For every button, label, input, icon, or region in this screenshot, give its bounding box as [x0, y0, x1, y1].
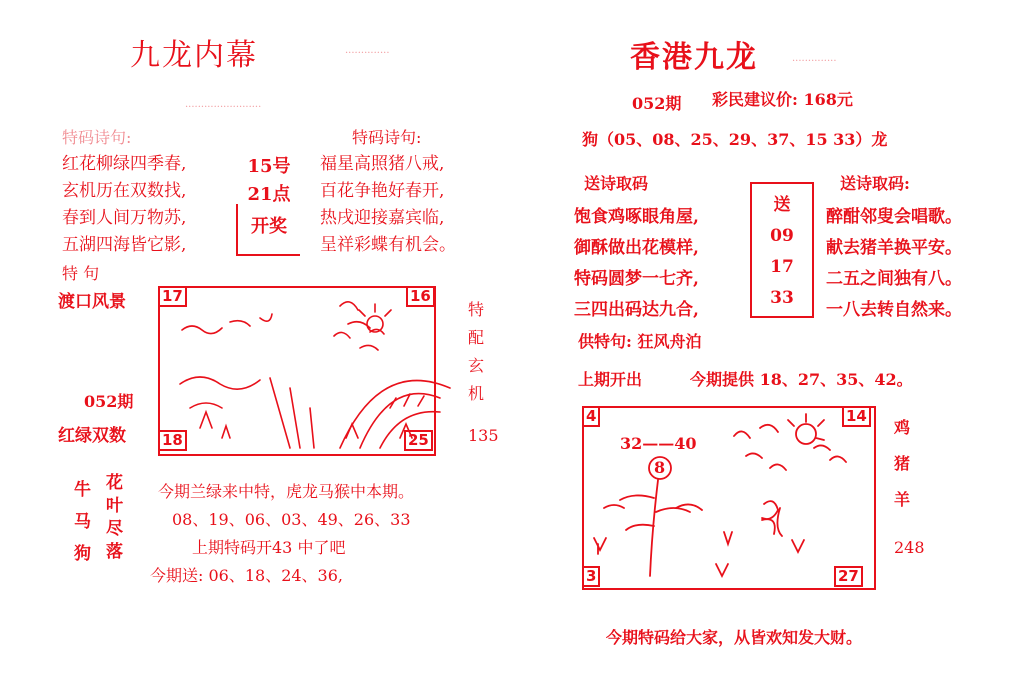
zodiac-col-2: [106, 472, 123, 564]
last-period-label: 上期开出: [578, 370, 643, 389]
side-char: 羊: [894, 490, 911, 509]
corner-number-tr: 14: [842, 406, 871, 427]
poem-line: 百花争艳好春开,: [320, 181, 445, 201]
corner-number-tr: 16: [406, 286, 435, 307]
special-phrase: 渡口风景: [58, 292, 126, 312]
left-line-2: 08、19、06、03、49、26、33: [172, 510, 411, 529]
poem-line: 五湖四海皆它影,: [62, 235, 187, 255]
send-number: 17: [770, 257, 794, 277]
corner-number-br: 27: [834, 566, 863, 587]
left-sketch-drawing: [160, 288, 432, 452]
poem-line: 三四出码达九合,: [574, 300, 699, 320]
right-footer: 今期特码给大家，从皆欢知发大财。: [606, 628, 863, 647]
poem-line: 御酥做出花模样,: [574, 238, 699, 258]
corner-number-bl: 18: [158, 430, 187, 451]
side-char: 猪: [894, 454, 911, 473]
send-number: 33: [770, 288, 794, 308]
poem-line: 春到人间万物苏,: [62, 208, 187, 228]
poem-line: 玄机历在双数找,: [62, 181, 187, 201]
right-side-number: 248: [894, 538, 925, 557]
corner-number-bl: 3: [582, 566, 600, 587]
poem-line: 红花柳绿四季春,: [62, 154, 187, 174]
draw-label: 开奖: [251, 216, 287, 237]
left-issue: 052期: [84, 392, 134, 411]
corner-number-tl: 17: [158, 286, 187, 307]
poem-line: 福星高照猪八戒,: [320, 154, 445, 174]
left-poem-header-right: 特码诗句:: [352, 128, 422, 147]
left-poem-left: [62, 151, 186, 259]
zodiac-char: 马: [74, 512, 91, 532]
send-box-content: [750, 190, 814, 314]
zodiac-col-1: [74, 474, 91, 570]
right-side-vertical: [894, 410, 910, 518]
corner-number-tl: 4: [582, 406, 600, 427]
left-poem-header-left: 特码诗句:: [62, 128, 132, 147]
right-poem-right: [826, 202, 962, 326]
poem-line: 饱食鸡啄眼角屋,: [574, 207, 699, 227]
right-title: 香港九龙: [630, 40, 758, 75]
side-char: 机: [468, 384, 485, 403]
poem-line: 特码圆梦一七齐,: [574, 269, 699, 289]
zodiac-char: 落: [106, 542, 123, 562]
side-char: 特: [468, 300, 485, 319]
right-poem-left: [574, 202, 699, 326]
supply-numbers: 今期提供 18、27、35、42。: [690, 370, 913, 389]
sketch-number-label: 32——40: [620, 434, 697, 453]
poem-line: 献去猪羊换平安。: [826, 238, 962, 258]
draw-time: 21点: [247, 184, 291, 205]
center-box-frame: [236, 204, 300, 256]
red-green-label: 红绿双数: [58, 426, 126, 446]
left-title-faint-text: ··············: [345, 48, 390, 59]
poem-line: 二五之间独有八。: [826, 269, 962, 289]
zodiac-char: 叶: [106, 496, 123, 516]
send-number: 09: [770, 226, 794, 246]
left-side-vertical: [468, 296, 484, 408]
left-subtitle-faint-text: ························: [185, 102, 262, 113]
zodiac-char: 花: [106, 473, 123, 493]
right-poem-header-left: 送诗取码: [584, 174, 649, 193]
sketch-circled-number: 8: [654, 458, 666, 477]
draw-number: 15号: [247, 156, 291, 177]
poem-line: 一八去转自然来。: [826, 300, 962, 320]
right-dog-line: 狗（05、08、25、29、37、15 33）龙: [582, 130, 888, 149]
side-char: 配: [468, 328, 485, 347]
left-poem-right: [320, 151, 456, 259]
special-phrase-label: 特 句: [62, 264, 100, 283]
poem-line: 热戌迎接嘉宾临,: [320, 208, 445, 228]
poem-line: 醉酣邻叟会唱歌。: [826, 207, 962, 227]
left-title: 九龙内幕: [130, 38, 258, 73]
side-char: 玄: [468, 356, 485, 375]
zodiac-char: 狗: [74, 544, 91, 564]
left-line-1: 今期兰绿来中特，虎龙马猴中本期。: [158, 482, 415, 501]
side-char: 鸡: [894, 418, 911, 437]
supply-phrase: 供特句: 狂风舟泊: [578, 332, 702, 351]
poem-line: 呈祥彩蝶有机会。: [320, 235, 456, 255]
left-line-4: 今期送: 06、18、24、36,: [150, 566, 344, 585]
zodiac-char: 尽: [106, 519, 123, 539]
send-label: 送: [773, 195, 791, 215]
right-poem-header-right: 送诗取码:: [840, 174, 910, 193]
zodiac-char: 牛: [74, 480, 91, 500]
right-title-faint-text: ··············: [792, 56, 837, 67]
right-price: 彩民建议价: 168元: [712, 90, 853, 109]
right-sketch-drawing: [584, 408, 872, 586]
corner-number-br: 25: [404, 430, 433, 451]
left-line-3: 上期特码开43 中了吧: [192, 538, 346, 557]
left-side-number: 135: [468, 426, 499, 445]
right-issue: 052期: [632, 94, 682, 113]
